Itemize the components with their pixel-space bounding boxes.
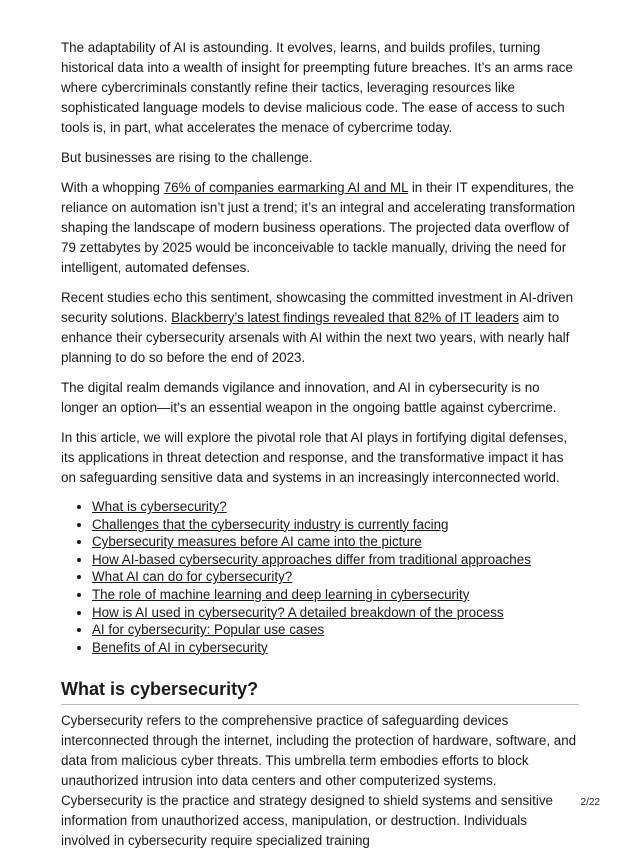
toc-link-what-ai-can-do[interactable]: What AI can do for cybersecurity?	[92, 569, 293, 585]
list-item	[92, 568, 579, 586]
section-heading-what-is-cybersecurity: What is cybersecurity?	[61, 678, 579, 705]
list-item	[92, 533, 579, 551]
toc-link-use-cases[interactable]: AI for cybersecurity: Popular use cases	[92, 622, 325, 638]
list-item	[92, 621, 579, 639]
paragraph-article-intro: In this article, we will explore the pivotal role that AI plays in fortifying digital defenses, its applications in threat detection and response, and the transformative impact it has on safeguarding sensitive data and systems in an increasingly interconnected world.	[61, 430, 568, 485]
list-item	[92, 639, 579, 657]
document-page	[61, 38, 579, 861]
page-number: 2/22	[580, 797, 600, 808]
list-item	[92, 551, 579, 569]
table-of-contents	[61, 498, 579, 656]
list-item	[92, 516, 579, 534]
toc-link-ai-vs-traditional[interactable]: How AI-based cybersecurity approaches differ from traditional approaches	[92, 551, 531, 567]
paragraph-text: in their IT expenditures, the reliance on automation isn’t just a trend; it’s an integral and accelerating transformation shaping the landscape of modern business operations. The projected data overflow of 79 zettabytes by 2025 would be inconceivable to tackle manually, driving the need for intelligent, automated defenses.	[61, 180, 576, 275]
toc-link-how-ai-used[interactable]: How is AI used in cybersecurity? A detailed breakdown of the process	[92, 604, 504, 620]
paragraph-digital-realm: The digital realm demands vigilance and innovation, and AI in cybersecurity is no longer an option—it’s an essential weapon in the ongoing battle against cybercrime.	[61, 380, 557, 415]
toc-link-challenges[interactable]: Challenges that the cybersecurity industry is currently facing	[92, 516, 449, 532]
list-item	[92, 586, 579, 604]
paragraph-businesses-rising: But businesses are rising to the challenge.	[61, 150, 313, 165]
list-item	[92, 498, 579, 516]
paragraph-text: aim to enhance their cybersecurity arsenals with AI within the next two years, with nearly half planning to do so before the end of 2023.	[61, 310, 570, 365]
toc-link-benefits[interactable]: Benefits of AI in cybersecurity	[92, 639, 268, 655]
paragraph-text: With a whopping	[61, 180, 164, 195]
link-blackberry-findings[interactable]: Blackberry’s latest findings revealed that 82% of IT leaders	[171, 310, 520, 325]
link-76-percent-companies[interactable]: 76% of companies earmarking AI and ML	[163, 180, 409, 195]
paragraph-cybersecurity-definition: Cybersecurity refers to the comprehensive practice of safeguarding devices interconnected through the internet, including the protection of hardware, software, and data from malicious cyber threats. This umbrella term embodies efforts to block unauthorized intrusion into data centers and other computerized systems. Cybersecurity is the practice and strategy designed to shield systems and sensitive information from unauthorized access, manipulation, or destruction. Individuals involved in cybersecurity require specialized training	[61, 713, 577, 849]
toc-link-measures-before-ai[interactable]: Cybersecurity measures before AI came into the picture	[92, 534, 422, 550]
list-item	[92, 604, 579, 622]
paragraph-ai-ml-spending	[61, 178, 579, 278]
paragraph-text: Recent studies echo this sentiment, showcasing the committed investment in AI-driven security solutions.	[61, 290, 574, 325]
toc-link-ml-dl-role[interactable]: The role of machine learning and deep learning in cybersecurity	[92, 586, 470, 602]
paragraph-adaptability: The adaptability of AI is astounding. It evolves, learns, and builds profiles, turning historical data into a wealth of insight for preempting future breaches. It’s an arms race where cybercriminals constantly refine their tactics, leveraging resources like sophisticated language models to devise malicious code. The ease of access to such tools is, in part, what accelerates the menace of cybercrime today.	[61, 40, 573, 135]
paragraph-recent-studies	[61, 288, 579, 368]
toc-link-what-is-cybersecurity[interactable]: What is cybersecurity?	[92, 499, 227, 514]
